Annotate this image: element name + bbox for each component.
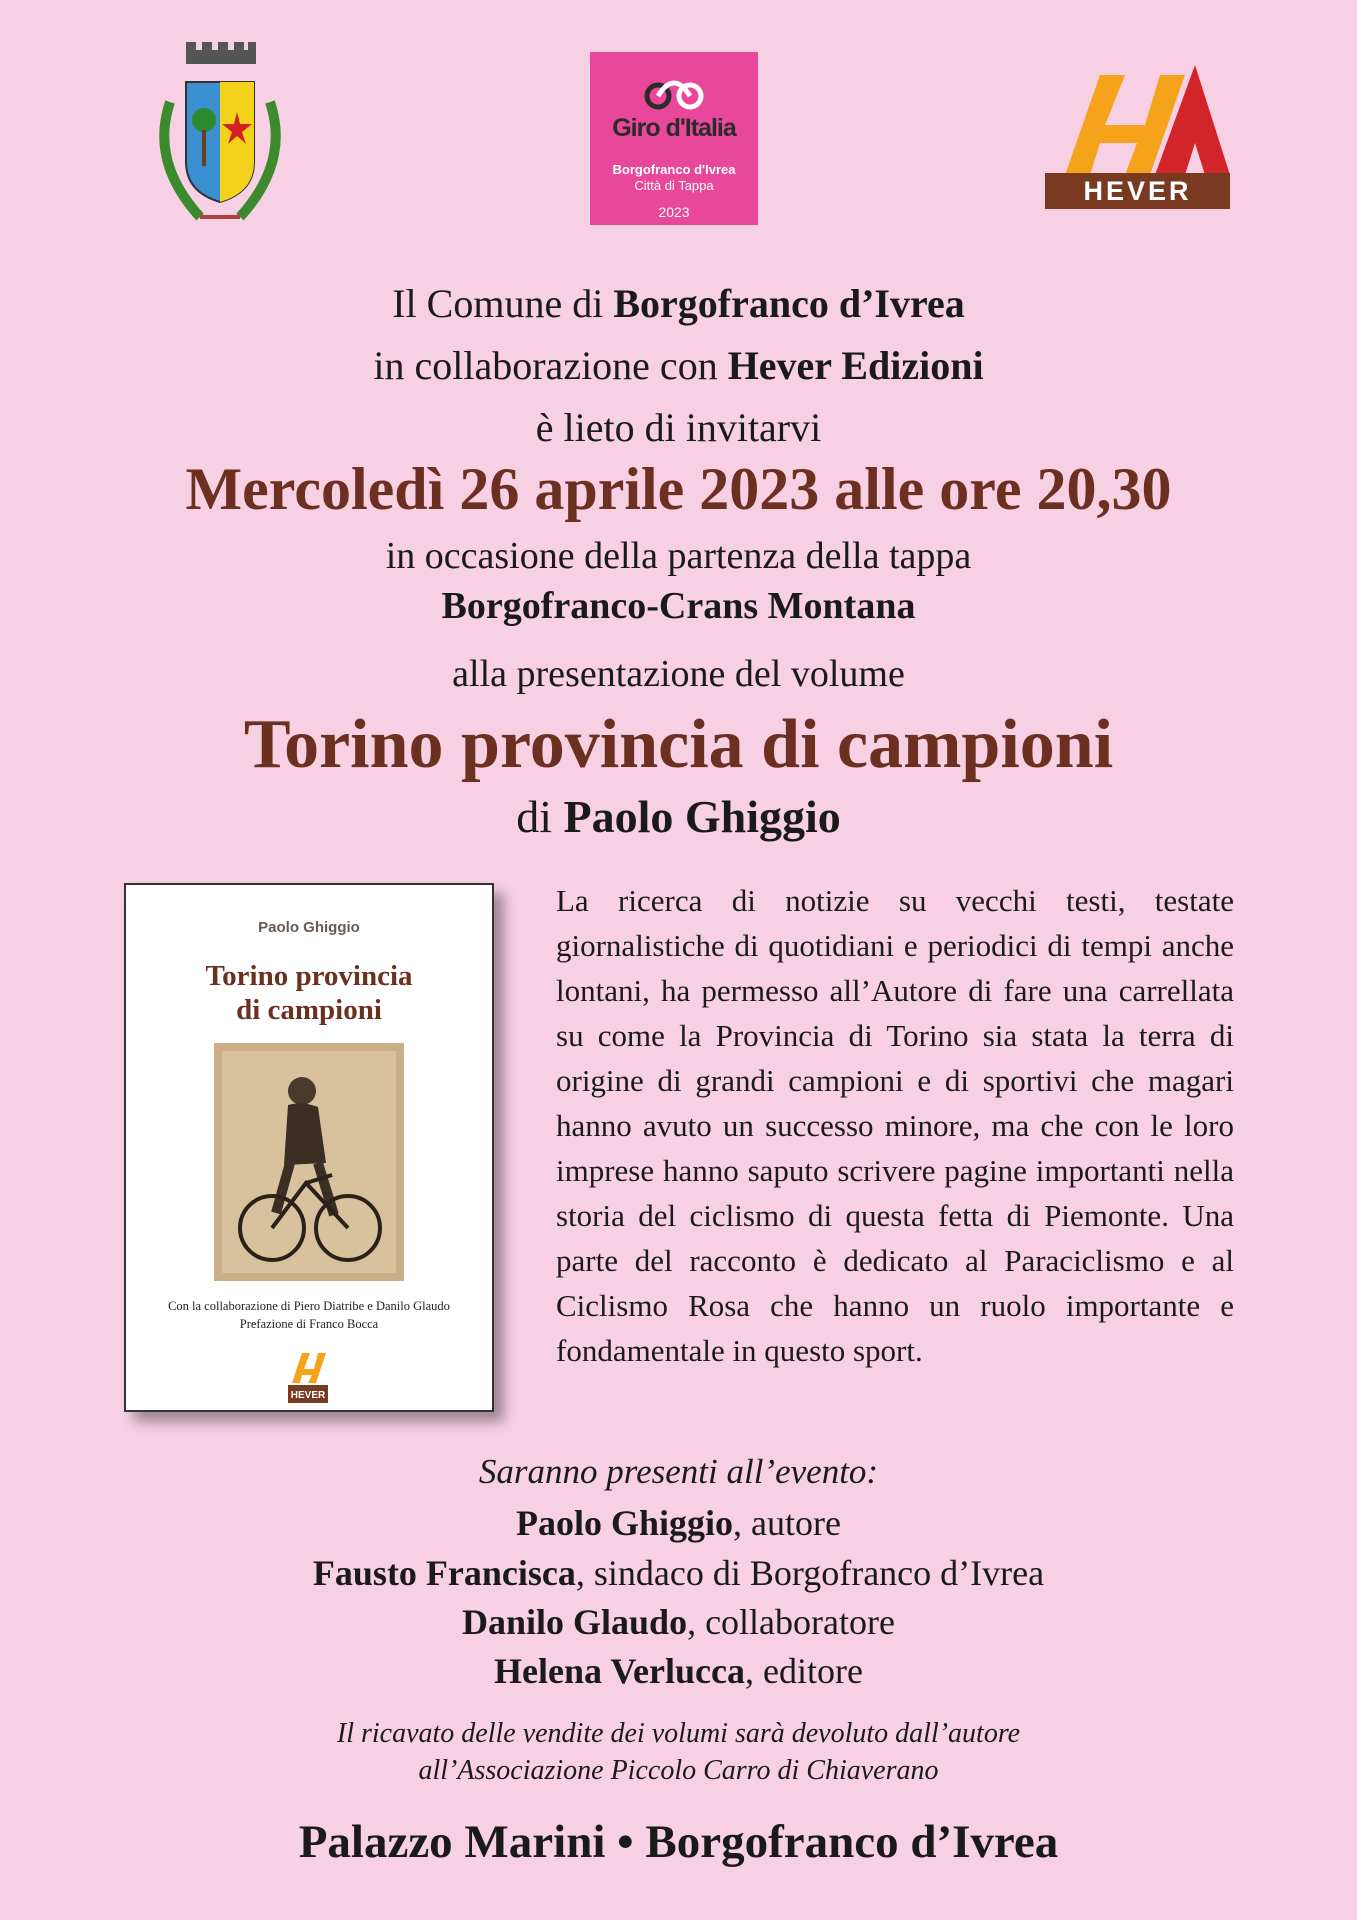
occasion-text: in occasione della partenza della tappa	[385, 535, 972, 577]
cover-author: Paolo Ghiggio	[258, 919, 360, 936]
donation-note-line-2: all’Associazione Piccolo Carro di Chiaverano	[418, 1755, 939, 1786]
invite-line-1: Il Comune di Borgofranco d’Ivrea	[392, 281, 965, 326]
giro-city: Borgofranco d'Ivrea	[612, 162, 736, 177]
attendee-item: Paolo Ghiggio, autore	[516, 1503, 841, 1543]
hever-mark-icon	[1045, 65, 1230, 175]
cover-publisher-logo	[288, 1349, 328, 1403]
attendee-item: Helena Verlucca, editore	[494, 1651, 863, 1691]
svg-text:HEVER: HEVER	[290, 1390, 326, 1401]
cover-title: Torino provincia di campioni	[205, 960, 413, 1026]
cover-credits: Con la collaborazione di Piero Diatribe e Danilo Glaudo Prefazione di Franco Bocca	[168, 1299, 450, 1331]
book-cover	[124, 883, 494, 1412]
giro-italia-logo	[590, 52, 758, 225]
event-date: Mercoledì 26 aprile 2023 alle ore 20,30	[185, 456, 1172, 522]
hever-wordmark: HEVER	[1045, 173, 1230, 209]
venue: Palazzo Marini • Borgofranco d’Ivrea	[298, 1816, 1059, 1868]
book-description: La ricerca di notizie su vecchi testi, testate giornalistiche di quotidiani e periodici di tempi anche lontani, ha permesso all’Autore di fare una carrellata su come la Provincia di Torino sia stata la terra di origine di grandi campioni e di sportivi che magari hanno avuto un successo minore, ma che con le loro imprese hanno saputo scrivere pagine importanti nella storia del ciclismo di questa fetta di Piemonte. Una parte del racconto è dedicato al Paraciclismo e al Ciclismo Rosa che hanno un ruolo importante e fondamentale in questo sport.	[556, 883, 1234, 1368]
attendees-heading: Saranno presenti all’evento:	[478, 1452, 879, 1491]
book-author: di Paolo Ghiggio	[516, 791, 841, 842]
giro-subtitle: Città di Tappa	[634, 178, 714, 193]
donation-note-line-1: Il ricavato delle vendite dei volumi sarà devoluto dall’autore	[336, 1718, 1021, 1749]
giro-title: Giro d'Italia	[612, 114, 736, 142]
presentation-text: alla presentazione del volume	[452, 653, 905, 695]
invite-line-2: in collaborazione con Hever Edizioni	[373, 343, 984, 388]
invite-line-3: è lieto di invitarvi	[535, 405, 822, 450]
attendee-item: Fausto Francisca, sindaco di Borgofranco d’Ivrea	[312, 1553, 1045, 1593]
giro-year: 2023	[658, 204, 690, 220]
logo-row	[0, 40, 1357, 240]
bicycle-icon	[642, 70, 706, 110]
hever-logo	[1045, 65, 1230, 215]
cyclist-photo	[214, 1043, 404, 1281]
stage-name: Borgofranco-Crans Montana	[441, 585, 916, 627]
municipal-crest-icon	[140, 42, 300, 242]
attendee-item: Danilo Glaudo, collaboratore	[462, 1602, 895, 1642]
book-title: Torino provincia di campioni	[243, 706, 1114, 783]
